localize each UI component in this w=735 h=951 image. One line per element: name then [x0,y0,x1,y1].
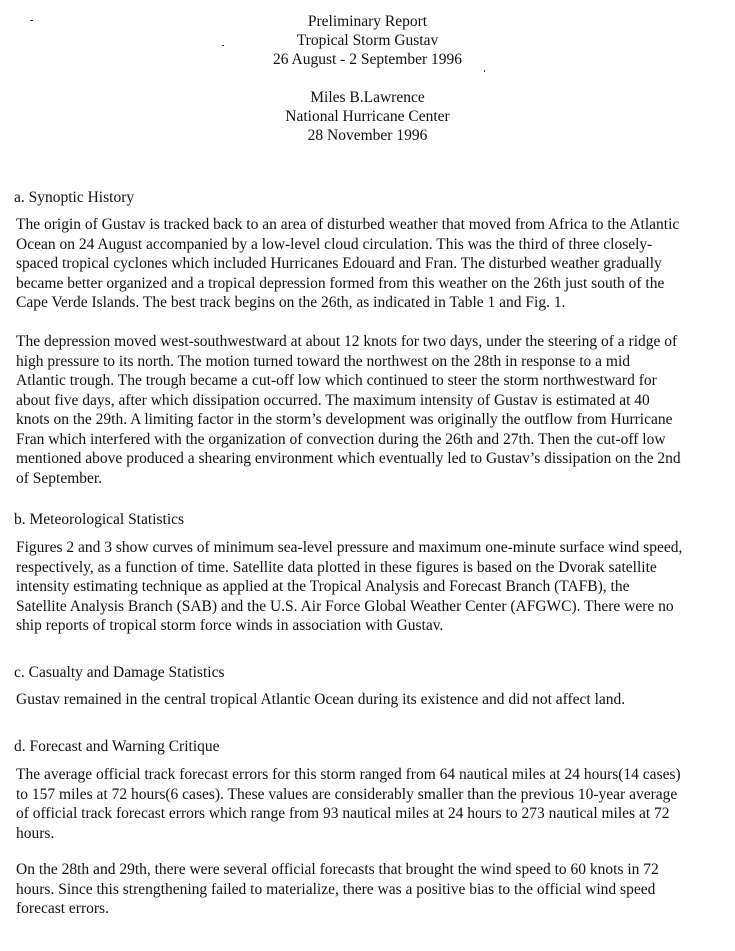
storm-dates: 26 August - 2 September 1996 [273,51,462,68]
text-line: hours. [16,824,55,842]
author-name: Miles B.Lawrence [310,89,425,106]
text-line: knots on the 29th. A limiting factor in the storm’s development was originally the outflow from Hurricane [16,411,673,428]
paragraph-synoptic-1 [16,215,722,313]
text-line: ship reports of tropical storm force winds in association with Gustav. [16,617,444,634]
text-line: Ocean on 24 August accompanied by a low-level cloud circulation. This was the third of three closely- [16,235,653,253]
report-title-block [0,12,735,69]
text-line: Fran which interfered with the organization of convection during the 26th and 27th. Then the cut-off low [16,430,666,448]
text-line: intensity estimating technique as applied at the Tropical Analysis and Forecast Branch (TAFB), the [16,578,630,595]
text-line: Figures 2 and 3 show curves of minimum sea-level pressure and maximum one-minute surface wind speed, [16,539,683,556]
text-line: The average official track forecast errors for this storm ranged from 64 nautical miles at 24 hours(14 cases) [16,766,681,783]
text-line: forecast errors. [16,900,109,917]
report-type: Preliminary Report [307,13,428,30]
scan-speck [484,70,485,72]
paragraph-casualty-1 [16,690,722,710]
section-heading-synoptic-history: a. Synoptic History [14,189,135,206]
text-line: became better organized and a tropical depression formed from this weather on the 26th just south of the [16,274,665,292]
paragraph-synoptic-2 [16,332,722,488]
text-line: of official track forecast errors which range from 93 nautical miles at 24 hours to 273 nautical miles at 72 [16,805,670,822]
text-line: mentioned above produced a shearing environment which eventually led to Gustav’s dissipation on the 2nd [16,450,681,467]
text-line: Cape Verde Islands. The best track begins on the 26th, as indicated in Table 1 and Fig. 1. [16,294,566,311]
section-heading-meteorological-statistics: b. Meteorological Statistics [14,511,185,528]
text-line: The origin of Gustav is tracked back to an area of disturbed weather that moved from Africa to the Atlantic [16,216,680,233]
text-line: to 157 miles at 72 hours(6 cases). These values are considerably smaller than the previous 10-year average [16,785,678,803]
section-heading-forecast-critique: d. Forecast and Warning Critique [14,738,220,755]
report-date: 28 November 1996 [307,127,428,144]
text-line: about five days, after which dissipation occurred. The maximum intensity of Gustav is estimated at 40 [16,391,650,409]
section-heading-casualty-damage: c. Casualty and Damage Statistics [14,664,225,681]
storm-name: Tropical Storm Gustav [296,32,439,49]
text-line: Atlantic trough. The trough became a cut-off low which continued to steer the storm northwestward for [16,372,657,389]
text-line: high pressure to its north. The motion turned toward the northwest on the 28th in response to a mid [16,352,631,370]
paragraph-meteorological-1 [16,538,722,636]
text-line: The depression moved west-southwestward at about 12 knots for two days, under the steering of a ridge of [16,333,678,350]
text-line: On the 28th and 29th, there were several official forecasts that brought the wind speed to 60 knots in 72 [16,861,659,878]
author-organization: National Hurricane Center [285,108,450,125]
text-line: of September. [16,469,103,487]
text-line: respectively, as a function of time. Satellite data plotted in these figures is based on the Dvorak satellite [16,558,657,576]
text-line: Gustav remained in the central tropical Atlantic Ocean during its existence and did not affect land. [16,691,626,708]
text-line: hours. Since this strengthening failed to materialize, there was a positive bias to the official wind speed [16,880,656,898]
text-line: Satellite Analysis Branch (SAB) and the U.S. Air Force Global Weather Center (AFGWC). There were no [16,597,674,615]
paragraph-forecast-1 [16,765,722,843]
paragraph-forecast-2 [16,860,722,919]
text-line: spaced tropical cyclones which included Hurricanes Edouard and Fran. The disturbed weather gradually [16,255,662,272]
report-author-block [0,88,735,145]
